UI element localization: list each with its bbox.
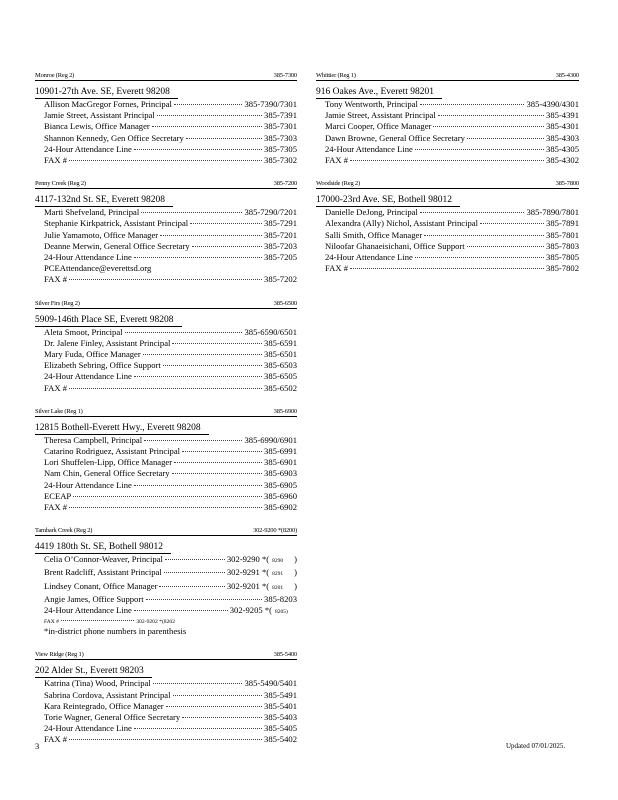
dot-leader [467,246,544,247]
dot-leader [420,104,525,105]
contact-row [35,274,297,285]
contact-phone: 385-5491 [264,689,297,700]
contact-name: Kara Reintegrado, Office Manager [44,700,164,711]
contact-name: FAX # [325,155,348,166]
contact-row [316,110,579,121]
fax-row [35,618,175,626]
contact-row [35,383,297,394]
school-header [35,527,297,536]
dot-leader [415,257,544,258]
contact-phone: 385-6505 [264,371,297,382]
dot-leader [182,451,262,452]
contact-name: Stephanie Kirkpatrick, Assistant Principal [44,218,189,229]
contact-phone: 385-6903 [264,468,297,479]
school-main-phone: 385-7300 [273,72,297,79]
contact-row [35,371,297,382]
contact-phone: 385-4391 [546,110,579,121]
page-number: 3 [35,741,40,751]
contact-name: Jamie Street, Assistant Principal [325,110,436,121]
school-block [35,527,297,637]
contact-name: Mary Fuda, Office Manager [44,349,141,360]
contact-phone: 385-6901 [264,457,297,468]
contact-row [316,121,579,132]
contact-name: Torie Wagner, General Office Secretary [44,711,181,722]
dot-leader [165,559,225,560]
contact-row [35,457,297,468]
contact-row [35,133,297,144]
contact-phone: 385-6902 [264,502,297,513]
dot-leader [182,717,262,718]
contact-name: 24-Hour Attendance Line [44,723,132,734]
dot-leader [160,235,262,236]
dot-leader [134,728,262,729]
contact-row [316,218,579,229]
contact-row [35,435,297,446]
contact-row [35,241,297,252]
dot-leader [69,388,262,389]
contact-phone: 385-5490/5401 [244,678,297,689]
dot-leader [159,586,224,587]
dot-leader [69,279,262,280]
dot-leader [467,138,544,139]
contact-name: Alexandra (Ally) Nichol, Assistant Principal [325,218,478,229]
contact-name: Elizabeth Sebring, Office Support [44,360,161,371]
contact-phone: 385-6591 [264,337,297,348]
contact-phone: 302-9291 *( [226,567,270,578]
contact-row [316,252,579,263]
contact-phone: 385-5403 [264,711,297,722]
contact-name: 24-Hour Attendance Line [325,143,413,154]
contact-phone: 385-7203 [264,240,297,251]
contact-phone: 385-7303 [264,132,297,143]
contact-name: FAX # [44,502,67,513]
contact-phone: 385-7202 [264,274,297,285]
contact-extension: 8205) [275,609,288,616]
school-main-phone: 385-5400 [273,651,297,659]
dot-leader [163,365,262,366]
contact-row [35,144,297,155]
school-block [316,72,579,166]
closing-paren: ) [294,554,297,565]
contact-row [35,723,297,734]
contact-name: Aleta Smoot, Principal [44,326,123,337]
contact-phone: 385-6503 [264,360,297,371]
contact-name: PCEAttendance@everettsd.org [44,263,152,274]
school-address: 5909-146th Place SE, Everett 98208 [35,315,182,327]
contact-name: 24-Hour Attendance Line [44,252,132,263]
school-address: 4419 180th St. SE, Bothell 98012 [35,542,171,554]
contact-row [35,502,297,513]
contact-row [35,110,297,121]
school-block [35,180,297,285]
contact-phone: 385-7801 [546,229,579,240]
contact-row [35,690,297,701]
school-main-phone: 385-4300 [555,72,579,79]
contact-phone: 385-7305 [264,143,297,154]
contact-row [35,712,297,723]
school-address: 916 Oakes Ave., Everett 98201 [316,87,442,99]
contact-extension: 8201 [272,584,284,591]
dot-leader [172,343,262,344]
contact-phone: 385-7390/7301 [244,99,297,109]
contact-phone: 385-6991 [264,446,297,457]
contact-row [35,207,297,218]
school-label: Monroe (Reg 2) [35,72,75,79]
school-address: 4117-132nd St. SE, Everett 98208 [35,195,173,207]
dot-leader [164,572,225,573]
contact-row [316,144,579,155]
contact-name: Marci Cooper, Office Manager [325,121,432,132]
school-header [35,180,297,189]
dot-leader [134,376,262,377]
contact-phone: 385-5405 [264,723,297,734]
contact-name: Dr. Jalene Finley, Assistant Principal [44,337,171,348]
dot-leader [157,115,262,116]
contact-row [35,263,297,274]
contact-name: Nam Chin, General Office Secretary [44,468,170,479]
dot-leader [172,473,262,474]
contact-phone: 385-7391 [264,110,297,121]
dot-leader [141,212,242,213]
school-label: Whittier (Reg 1) [316,72,356,79]
dot-leader [174,104,243,105]
dot-leader [166,706,262,707]
contact-phone: 302-9205 *( [229,605,272,616]
dot-leader [69,507,262,508]
contact-name: Allison MacGregor Fornes, Principal [44,99,172,109]
contact-row [35,701,297,712]
dot-leader [424,235,544,236]
contact-name: FAX # [44,155,67,166]
contact-phone: 385-4301 [546,121,579,132]
dot-leader [192,246,262,247]
contact-name: Dawn Browne, General Office Secretary [325,132,465,143]
dot-leader [480,223,544,224]
dot-leader [152,126,262,127]
school-label: View Ridge (Reg 1) [35,651,84,659]
contact-row [35,734,297,745]
contact-row [35,491,297,502]
school-block [35,72,297,166]
footnote: *in-district phone numbers in parenthesis [44,626,187,637]
contact-row [35,567,297,580]
contact-row [35,155,297,166]
contact-name: Deanne Merwin, General Office Secretary [44,240,190,251]
contact-row [35,554,297,567]
contact-row [316,241,579,252]
dot-leader [153,683,243,684]
contact-name: Shannon Kennedy, Gen Office Secretary [44,132,184,143]
contact-phone: 385-8203 [264,593,297,604]
school-main-phone: 385-6900 [273,407,297,415]
school-address: 202 Alder St., Everett 98203 [35,666,152,678]
contact-row [316,133,579,144]
school-address: 12815 Bothell-Everett Hwy., Everett 98208 [35,423,209,435]
school-block [35,300,297,394]
closing-paren: ) [294,567,297,578]
contact-name: FAX # [325,263,348,274]
contact-name: Theresa Campbell, Principal [44,434,143,445]
dot-leader [125,332,243,333]
contact-row [35,468,297,479]
fax-label: FAX # [44,619,59,626]
contact-name: Salli Smith, Office Manager [325,229,423,240]
contact-row [35,581,297,594]
contact-phone: 385-4302 [546,155,579,166]
contact-name: FAX # [44,382,67,393]
contact-row [35,218,297,229]
closing-paren: ) [294,580,297,591]
school-header [35,408,297,417]
contact-phone: 302-9201 *( [226,580,270,591]
contact-row [35,360,297,371]
contact-row [35,594,297,605]
dot-leader [69,739,262,740]
dot-leader [186,138,262,139]
contact-row [35,327,297,338]
contact-phone: 385-6905 [264,479,297,490]
contact-row [35,480,297,491]
dot-leader [146,599,262,600]
school-block [35,651,297,745]
contact-name: Bianca Lewis, Office Manager [44,121,150,132]
contact-name: 24-Hour Attendance Line [325,252,413,263]
dot-leader [143,354,262,355]
dot-leader [144,440,242,441]
dot-leader [134,149,262,150]
dot-leader [350,160,544,161]
right-column [316,72,579,288]
school-header [35,651,297,660]
contact-name: 24-Hour Attendance Line [44,605,132,616]
dot-leader [134,257,262,258]
contact-phone: 385-4390/4301 [526,99,579,109]
contact-phone: 385-7803 [546,240,579,251]
contact-phone: 385-4303 [546,132,579,143]
contact-row [316,99,579,110]
contact-row [35,252,297,263]
contact-phone: 385-7890/7801 [526,207,579,218]
school-label: Woodside (Reg 2) [316,180,360,188]
contact-name: FAX # [44,734,67,745]
contact-name: Catarino Rodriguez, Assistant Principal [44,446,181,457]
contact-name: Julie Yamamoto, Office Manager [44,229,159,240]
contact-name: Niloofar Ghanaeisichani, Office Support [325,240,465,251]
contact-extension: 8291 [272,571,284,578]
contact-name: 24-Hour Attendance Line [44,479,132,490]
contact-name: Brent Radcliff, Assistant Principal [44,567,162,578]
dot-leader [190,223,262,224]
contact-name: ECEAP [44,490,72,501]
school-main-phone: 385-7800 [555,180,579,188]
school-header [316,72,579,81]
school-label: Penny Creek (Reg 2) [35,180,86,188]
contact-phone: 385-6960 [264,490,297,501]
contact-row [35,605,297,618]
contact-phone: 385-7291 [264,218,297,229]
contact-phone: 385-7302 [264,155,297,166]
contact-phone: 385-6502 [264,382,297,393]
contact-phone: 385-7805 [546,252,579,263]
left-column [35,72,297,760]
contact-phone: 385-7201 [264,229,297,240]
school-main-phone: 385-6500 [273,299,297,307]
school-main-phone: 385-7200 [273,180,297,188]
contact-row [35,349,297,360]
dot-leader [415,149,544,150]
dot-leader [134,485,262,486]
school-address: 10901-27th Ave. SE, Everett 98208 [35,87,178,99]
school-header [35,300,297,309]
dot-leader [134,610,228,611]
school-label: Tambark Creek (Reg 2) [35,527,93,535]
contact-phone: 385-6590/6501 [244,326,297,337]
dot-leader [69,160,262,161]
contact-phone: 385-5401 [264,700,297,711]
contact-name: Celia O’Connor-Weaver, Principal [44,554,163,565]
contact-phone: 302-9290 *( [226,554,270,565]
contact-name: 24-Hour Attendance Line [44,371,132,382]
contact-phone: 385-4305 [546,143,579,154]
school-address: 17000-23rd Ave. SE, Bothell 98012 [316,195,460,207]
dot-leader [438,115,544,116]
contact-row [35,446,297,457]
contact-name: FAX # [44,274,67,285]
contact-name: 24-Hour Attendance Line [44,143,132,154]
contact-phone: 385-5402 [264,734,297,745]
contact-phone: 385-6501 [264,349,297,360]
contact-phone: 385-7891 [546,218,579,229]
contact-phone: 385-7205 [264,252,297,263]
contact-extension: 8290 [272,558,284,565]
dot-leader [350,268,544,269]
school-header [316,180,579,189]
fax-phone: 302-9202 *(8202 [136,619,175,626]
contact-row [35,230,297,241]
contact-row [35,121,297,132]
dot-leader [73,496,262,497]
contact-row [316,263,579,274]
school-main-phone: 302-9200 *(8200) [253,527,297,535]
contact-phone: 385-7290/7201 [244,207,297,218]
contact-phone: 385-6990/6901 [244,434,297,445]
contact-name: Lindsey Conant, Office Manager [44,580,158,591]
school-label: Silver Firs (Reg 2) [35,299,80,307]
contact-name: Katrina (Tina) Wood, Principal [44,678,151,689]
updated-date: Updated 07/01/2025. [506,742,566,750]
school-block [35,408,297,513]
contact-name: Jamie Street, Assistant Principal [44,110,155,121]
dot-leader [433,126,544,127]
school-header [35,72,297,81]
contact-name: Sabrina Cordova, Assistant Principal [44,689,171,700]
dot-leader [173,695,263,696]
contact-row [316,207,579,218]
contact-row [35,99,297,110]
contact-name: Angie James, Office Support [44,593,144,604]
school-block [316,180,579,274]
contact-row [316,230,579,241]
dot-leader [61,620,134,621]
contact-name: Lori Shuffelen-Lipp, Office Manager [44,457,173,468]
school-label: Silver Lake (Reg 1) [35,407,83,415]
contact-name: Danielle DeJong, Principal [325,207,418,218]
contact-name: Tony Wentworth, Principal [325,99,418,109]
contact-row [35,338,297,349]
contact-row [316,155,579,166]
dot-leader [174,462,262,463]
contact-phone: 385-7301 [264,121,297,132]
contact-name: Marti Shefveland, Principal [44,207,140,218]
contact-row [35,678,297,689]
contact-phone: 385-7802 [546,263,579,274]
dot-leader [420,212,525,213]
